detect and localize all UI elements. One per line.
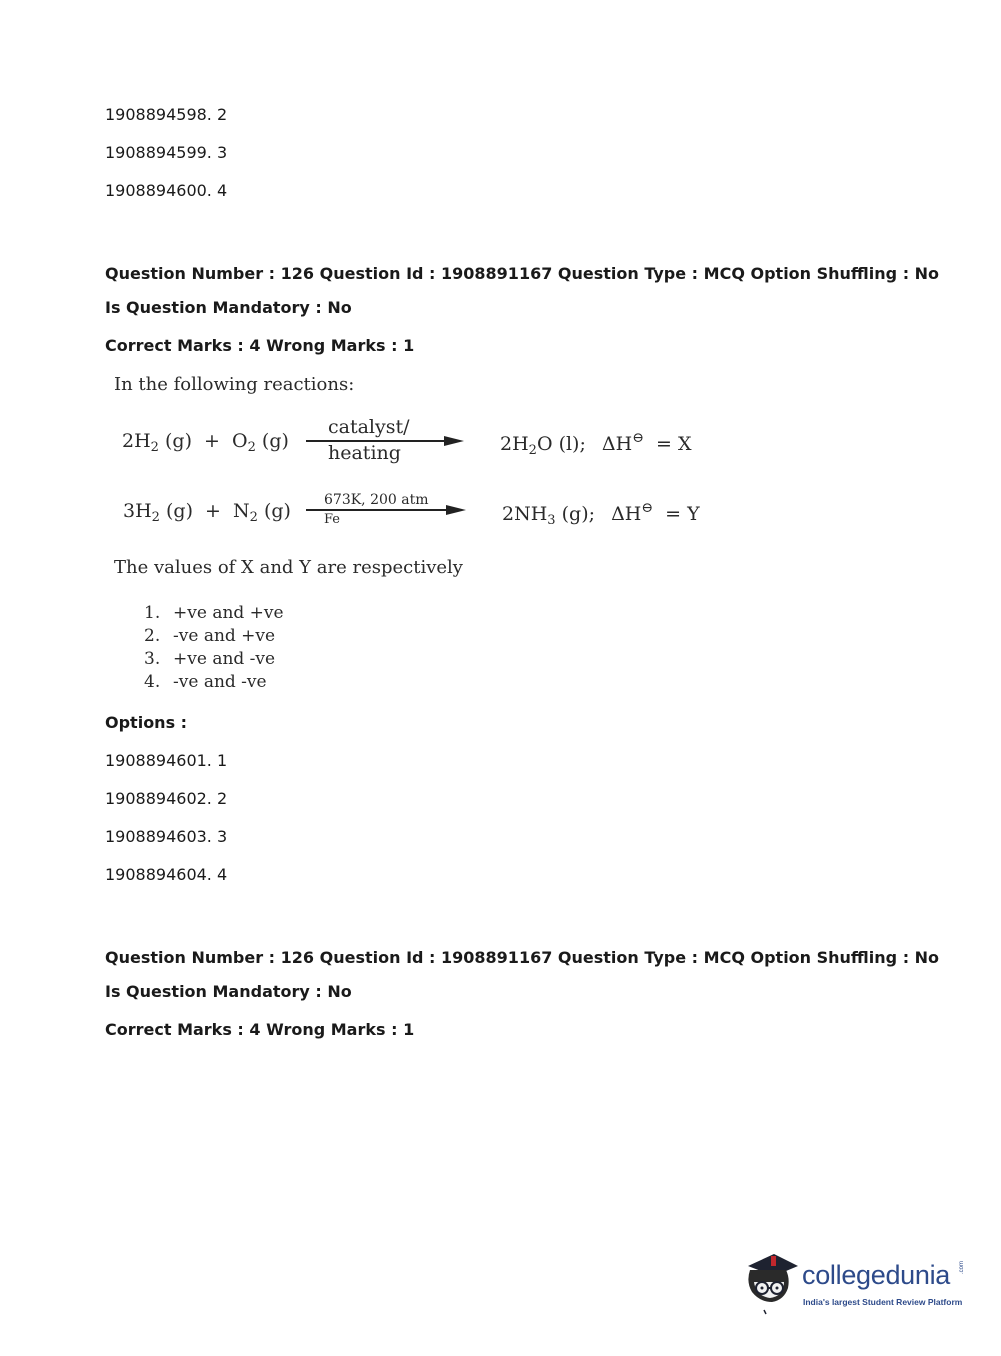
- option-2: 1908894602. 2: [105, 789, 228, 808]
- reaction1-reactants: $2H_2$ $(g) + O_2$ (g): [122, 430, 289, 455]
- collegedunia-logo: [740, 1248, 980, 1318]
- choice-4: 4. -ve and -ve: [144, 672, 267, 692]
- question2-marks: Correct Marks : 4 Wrong Marks : 1: [105, 1020, 415, 1039]
- options-label: Options :: [105, 713, 188, 732]
- reaction2-condition-top: 673K, 200 atm: [324, 492, 429, 508]
- reaction1-arrow-head: [444, 436, 464, 446]
- choice-3: 3. +ve and -ve: [144, 649, 276, 669]
- logo-tagline: India's largest Student Review Platform: [803, 1297, 963, 1307]
- reaction1-condition-bottom: heating: [328, 442, 401, 464]
- question-mandatory: Is Question Mandatory : No: [105, 298, 352, 317]
- reaction2-reactants: $3H_2$ $(g) + N_2$ (g): [123, 500, 291, 525]
- option-3: 1908894603. 3: [105, 827, 228, 846]
- question-text: The values of X and Y are respectively: [114, 557, 463, 578]
- option-4: 1908894604. 4: [105, 865, 228, 884]
- choice-2: 2. -ve and +ve: [144, 626, 276, 646]
- question2-header: Question Number : 126 Question Id : 1908891167 Question Type : MCQ Option Shuffling : No: [105, 948, 940, 967]
- logo-com: .com: [959, 1260, 965, 1274]
- reaction2-condition-bottom: Fe: [324, 512, 341, 527]
- prev-option-1: 1908894598. 2: [105, 105, 228, 124]
- prev-option-2: 1908894599. 3: [105, 143, 228, 162]
- mascot-icon: [740, 1248, 802, 1318]
- reaction1-condition-top: catalyst/: [328, 416, 410, 438]
- question-header: Question Number : 126 Question Id : 1908891167 Question Type : MCQ Option Shuffling : No: [105, 264, 940, 283]
- prev-option-3: 1908894600. 4: [105, 181, 228, 200]
- reaction2-product: $2NH_3$ (g); ΔH⊖ = Y: [502, 500, 700, 528]
- question2-mandatory: Is Question Mandatory : No: [105, 982, 352, 1001]
- question-intro: In the following reactions:: [114, 374, 355, 395]
- option-1: 1908894601. 1: [105, 751, 228, 770]
- choice-1: 1. +ve and +ve: [144, 603, 284, 623]
- question-marks: Correct Marks : 4 Wrong Marks : 1: [105, 336, 415, 355]
- reaction2-arrow: [306, 509, 448, 511]
- reaction1-product: $2H_2O$ (l); ΔH⊖ = X: [500, 430, 692, 458]
- reaction2-arrow-head: [446, 505, 466, 515]
- logo-wordmark: collegedunia: [802, 1260, 951, 1290]
